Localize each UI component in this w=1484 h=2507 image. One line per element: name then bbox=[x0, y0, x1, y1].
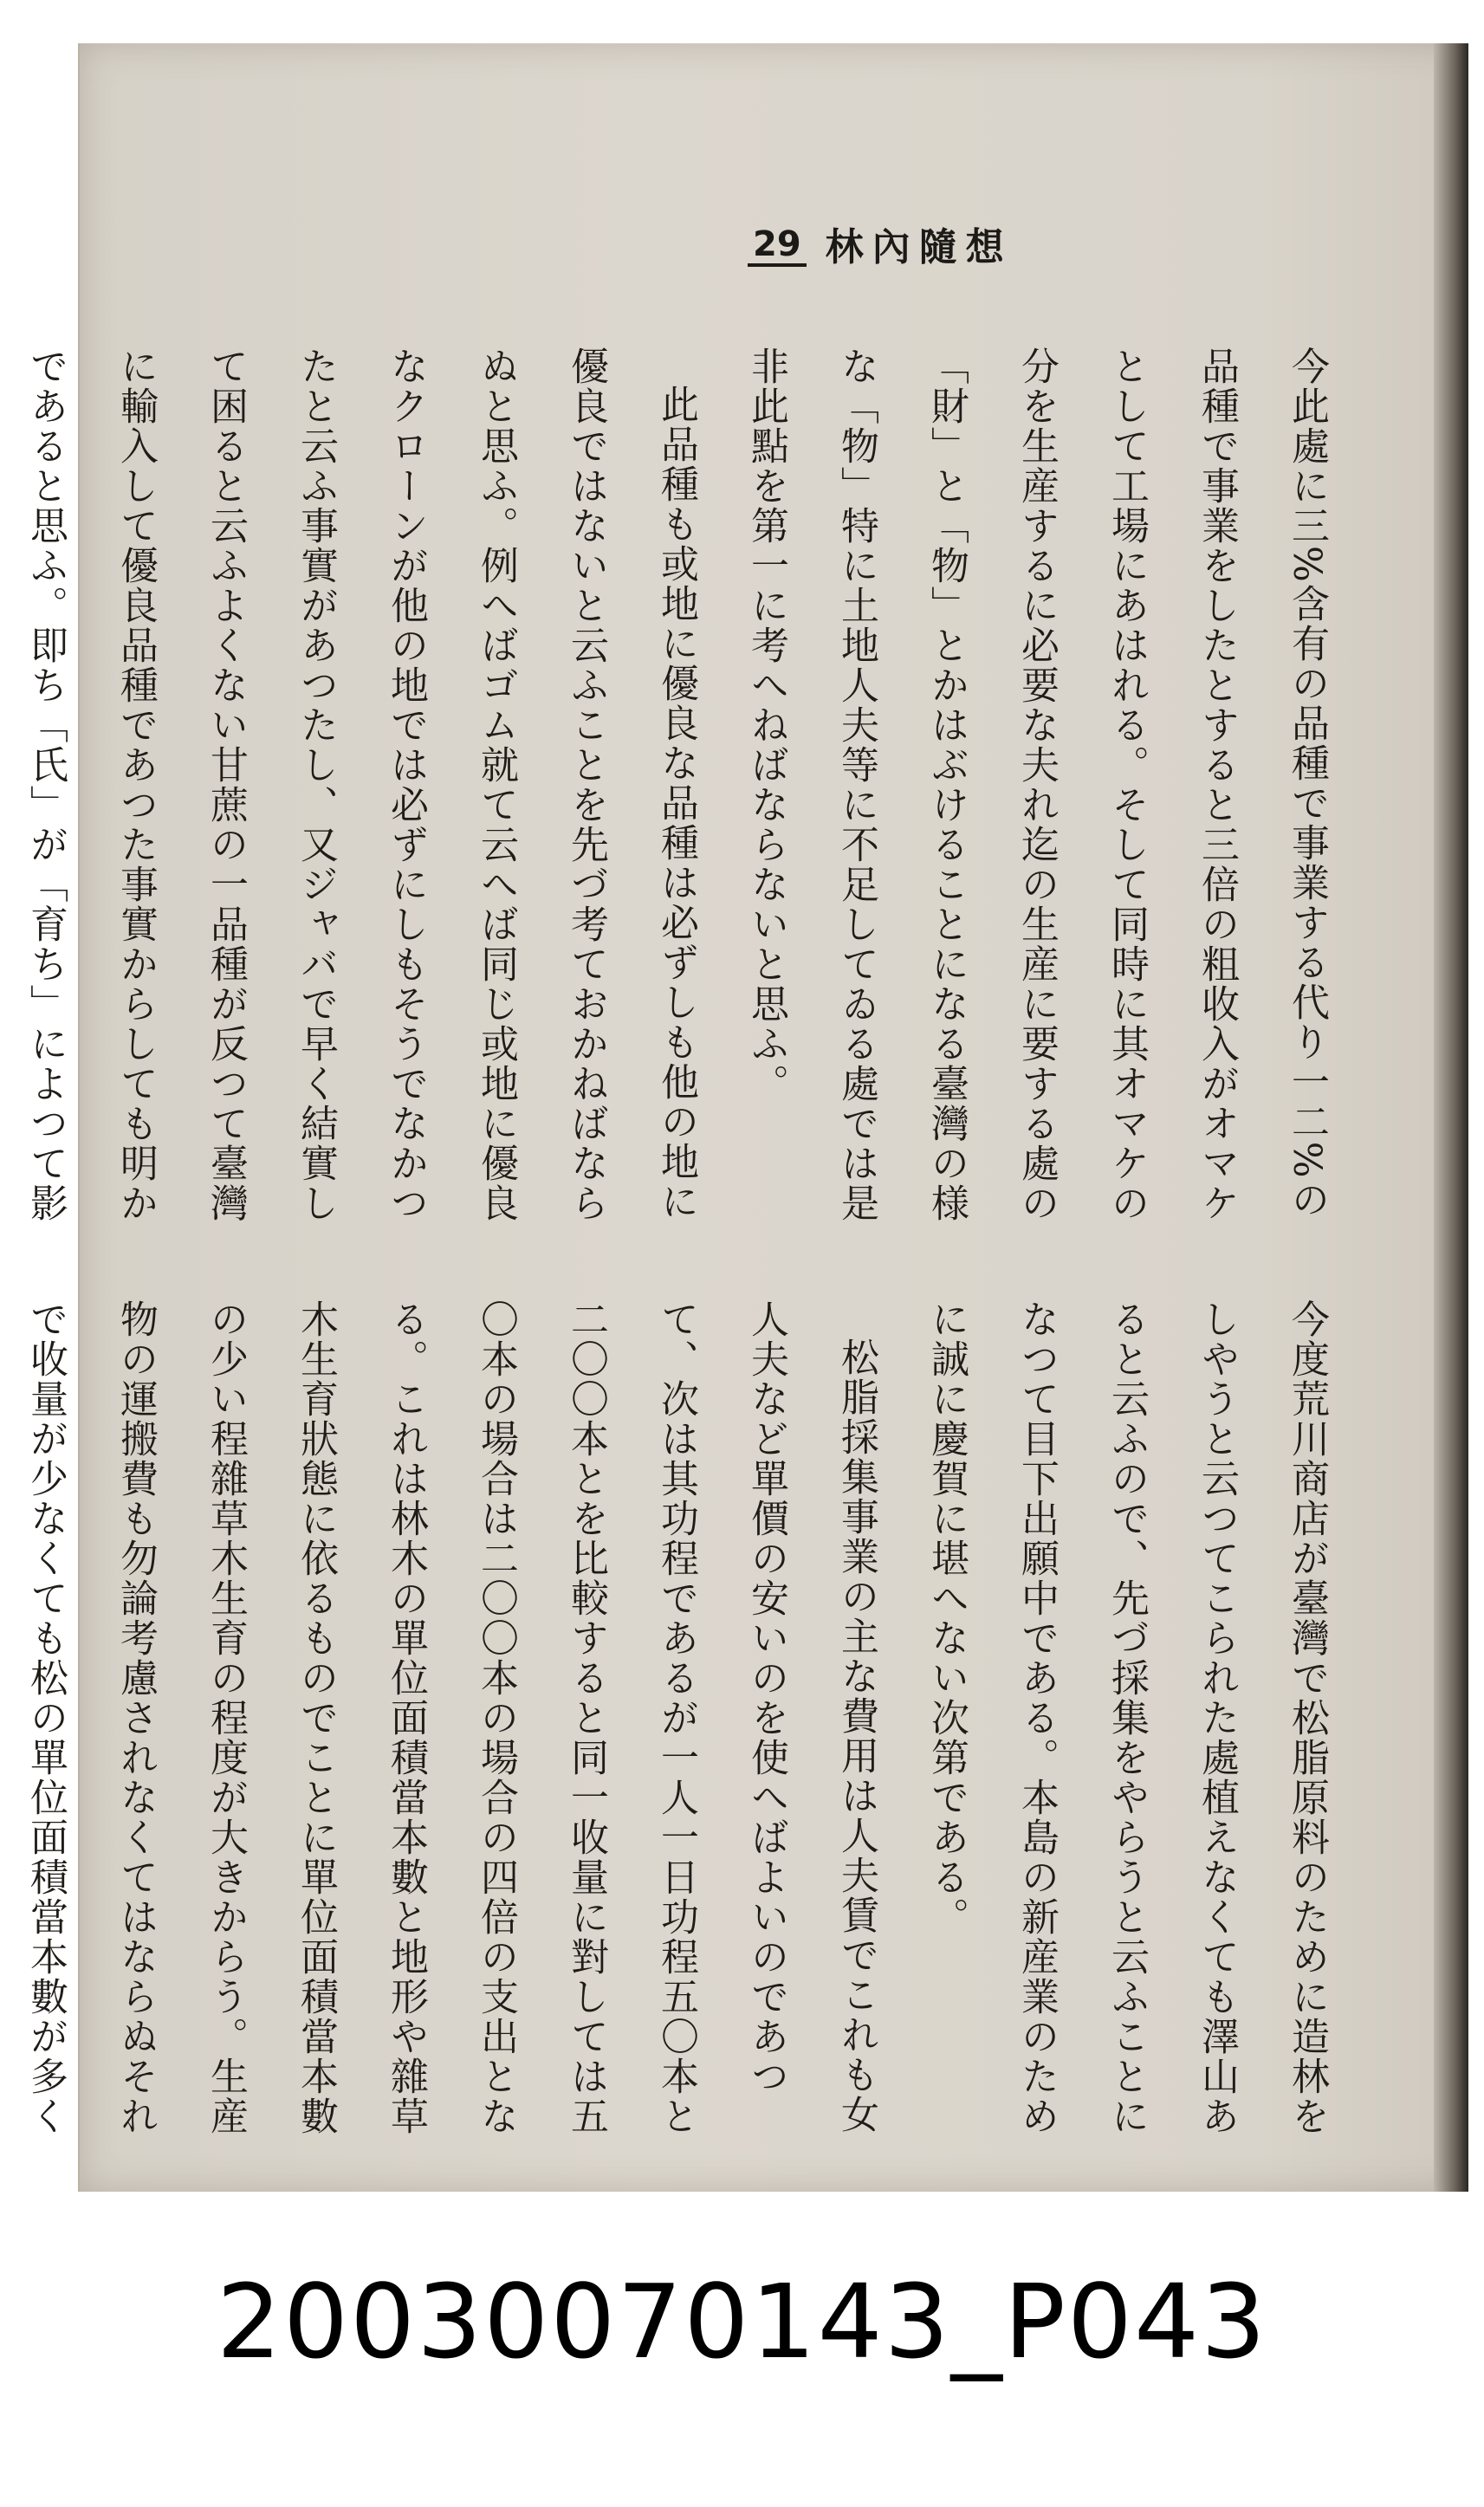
running-title: 林內隨想 bbox=[825, 225, 1013, 269]
catalog-id-caption: 20030070143_P043 bbox=[216, 2262, 1268, 2381]
paragraph: 今度荒川商店が臺灣で松脂原料のために造林をしやうと云つてこられた處植えなくても澤山あると云ふので、先づ採集をやらうと云ふことになつて目下出願中である。本島の新産業のために誠に慶賀に堪へない次第である。 bbox=[924, 1299, 1329, 2136]
paragraph: 此品種も或地に優良な品種は必ずしも他の地に優良ではないと云ふことを先づ考ておかねばならぬと思ふ。例へばゴム就て云へば同じ或地に優良なクローンが他の地では必ずにしもそうでなかつたと云ふ事實があつたし、又ジャバで早く結實して困ると云ふよくない甘蔗の一品種が反つて臺灣に輸入して優良品種であつた事實からしても明かであると思ふ。即ち「氏」が「育ち」によつて影 bbox=[23, 347, 698, 1223]
lower-text-column bbox=[23, 1299, 1351, 2157]
book-spine-shadow bbox=[1434, 43, 1468, 2192]
page-number: 29 bbox=[748, 227, 807, 267]
page-header bbox=[748, 215, 1060, 267]
upper-text-column bbox=[23, 347, 1351, 1239]
paragraph: 今此處に三%含有の品種で事業する代り一二%の品種で事業をしたとすると三倍の粗收入がオマケとして工場にあはれる。そして同時に其オマケの分を生産するに必要な夫れ迄の生産に要する處の「財」と「物」とかはぶけることになる臺灣の様な「物」特に土地人夫等に不足してゐる處では是非此點を第一に考へねばならないと思ふ。 bbox=[744, 347, 1329, 1223]
paragraph: 松脂採集事業の主な費用は人夫賃でこれも女人夫など單價の安いのを使へばよいのであつて、次は其功程であるが一人一日功程五〇本と二〇〇本とを比較すると同一收量に對しては五〇本の場合は二〇〇本の場合の四倍の支出となる。これは林木の單位面積當本數と地形や雜草木生育狀態に依るものでことに單位面積當本數の少い程雜草木生育の程度が大きからう。生産物の運搬費も勿論考慮されなくてはならぬそれで收量が少なくても松の單位面積當本數が多く bbox=[23, 1299, 878, 2136]
